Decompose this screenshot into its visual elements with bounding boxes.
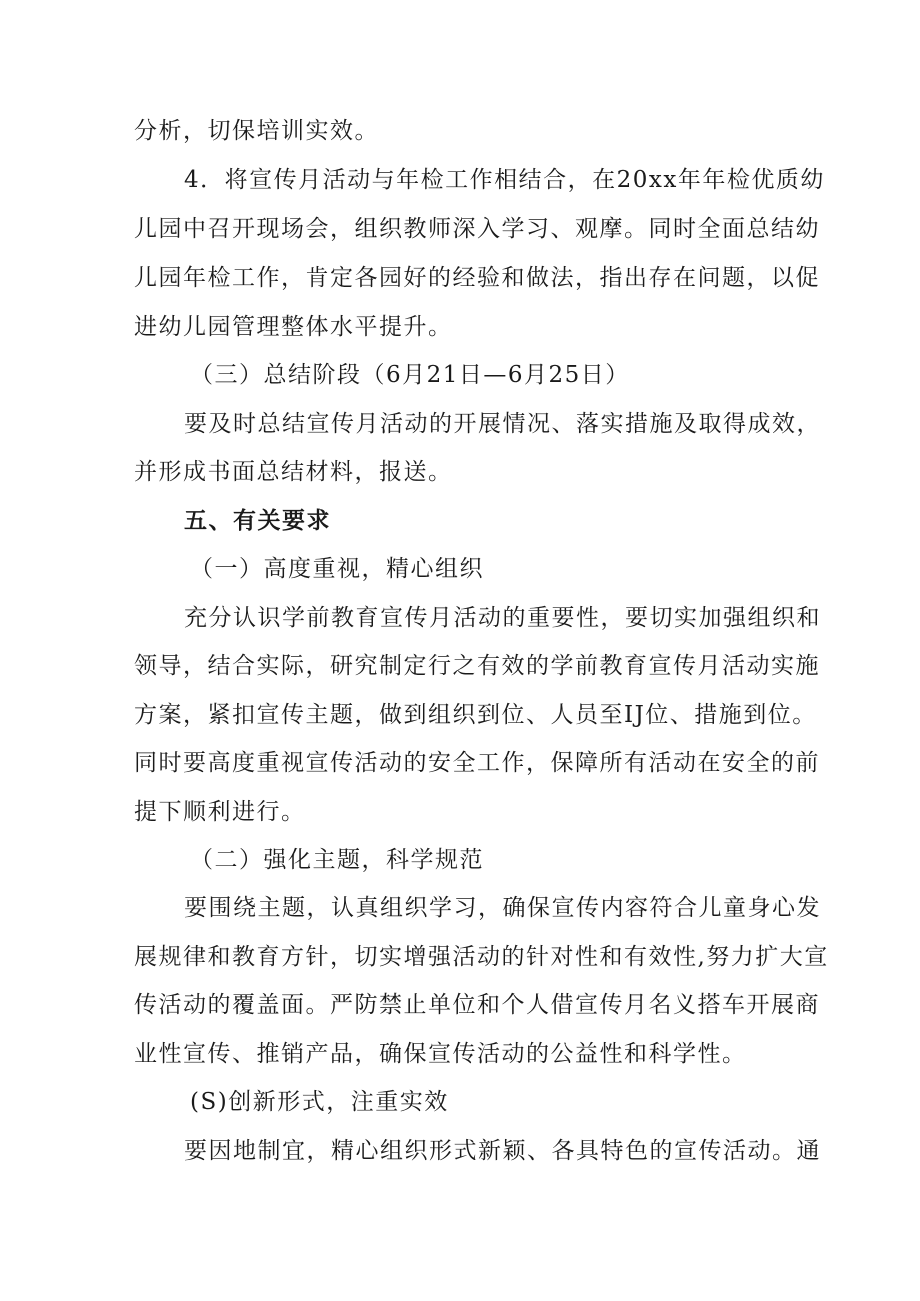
paragraph-line: 领导，结合实际，研究制定行之有效的学前教育宣传月活动实施 bbox=[134, 653, 820, 679]
paragraph-line: 儿园中召开现场会，组织教师深入学习、观摩。同时全面总结幼 bbox=[134, 216, 820, 242]
paragraph-line: 4．将宣传月活动与年检工作相结合，在20xx年年检优质幼 bbox=[184, 167, 825, 193]
paragraph-line: 传活动的覆盖面。严防禁止单位和个人借宣传月名义搭车开展商 bbox=[134, 992, 820, 1018]
paragraph-line: 要围绕主题，认真组织学习，确保宣传内容符合儿童身心发 bbox=[184, 895, 821, 921]
paragraph-line: 分析，切保培训实效。 bbox=[134, 118, 379, 144]
paragraph-line: 要因地制宜，精心组织形式新颖、各具特色的宣传活动。通 bbox=[184, 1138, 821, 1164]
paragraph-line: 儿园年检工作，肯定各园好的经验和做法，指出存在问题，以促 bbox=[134, 265, 820, 291]
section-subheading: (S)创新形式，注重实效 bbox=[190, 1089, 449, 1115]
paragraph-line: 并形成书面总结材料，报送。 bbox=[134, 459, 453, 485]
section-subheading: （三）总结阶段（6月21日—6月25日） bbox=[190, 362, 630, 388]
paragraph-line: 方案，紧扣宣传主题，做到组织到位、人员至IJ位、措施到位。 bbox=[134, 702, 817, 728]
section-heading: 五、有关要求 bbox=[184, 508, 331, 534]
section-subheading: （一）高度重视，精心组织 bbox=[190, 556, 484, 582]
paragraph-line: 充分认识学前教育宣传月活动的重要性，要切实加强组织和 bbox=[184, 605, 821, 631]
paragraph-line: 提下顺利进行。 bbox=[134, 799, 306, 825]
paragraph-line: 展规律和教育方针，切实增强活动的针对性和有效性,努力扩大宣 bbox=[134, 944, 829, 970]
section-subheading: （二）强化主题，科学规范 bbox=[190, 847, 484, 873]
paragraph-line: 业性宣传、推销产品，确保宣传活动的公益性和科学性。 bbox=[134, 1041, 747, 1067]
paragraph-line: 进幼儿园管理整体水平提升。 bbox=[134, 314, 453, 340]
paragraph-line: 同时要高度重视宣传活动的安全工作，保障所有活动在安全的前 bbox=[134, 750, 820, 776]
paragraph-line: 要及时总结宣传月活动的开展情况、落实措施及取得成效， bbox=[184, 411, 821, 437]
